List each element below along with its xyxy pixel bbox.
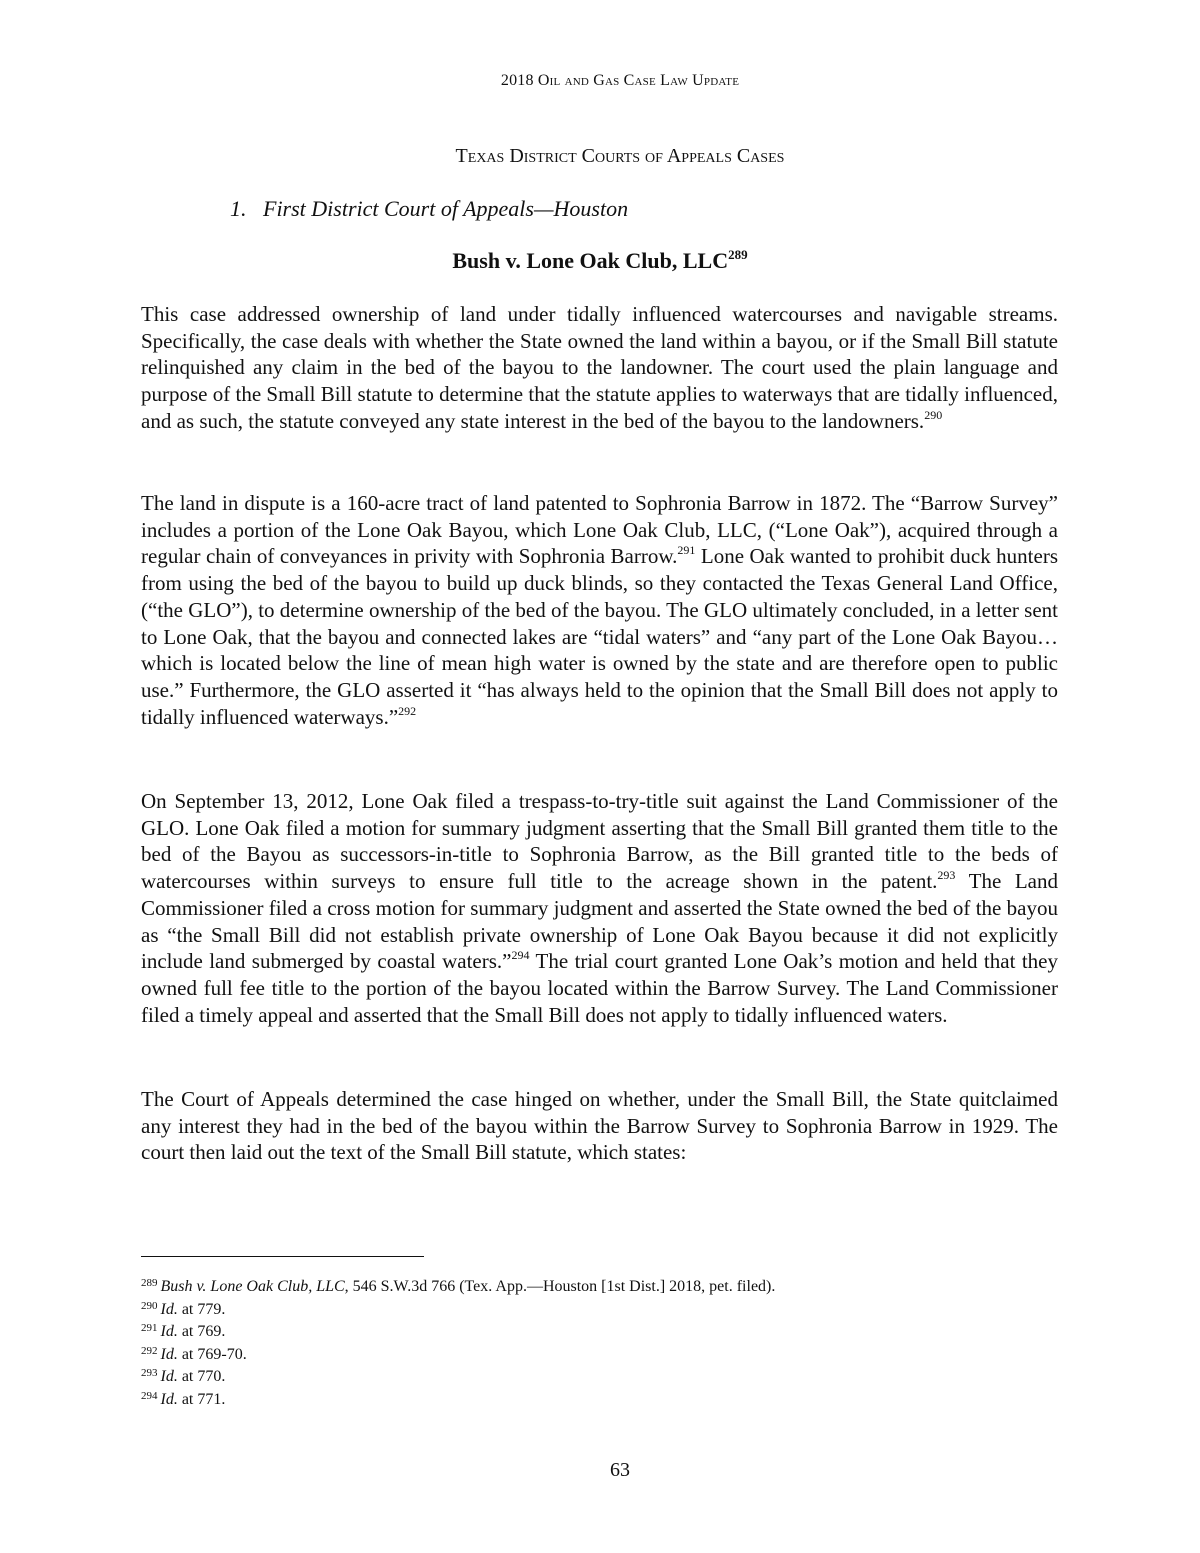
footnote-text: at 769. [177, 1323, 226, 1340]
footnote-text: at 771. [177, 1390, 226, 1408]
case-title-text: Bush v. Lone Oak Club, LLC [452, 248, 729, 273]
footnote-citation: Id. [160, 1345, 178, 1363]
footnote-ref-293: 293 [937, 868, 956, 883]
footnote-291 [141, 1321, 1058, 1344]
footnote-ref-291: 291 [677, 543, 696, 558]
footnote-number: 289 [141, 1277, 158, 1289]
footnote-text: at 770. [177, 1368, 226, 1385]
footnote-ref-292: 292 [398, 703, 417, 718]
footnote-citation: Id. [160, 1368, 178, 1385]
footnote-number: 293 [141, 1367, 158, 1379]
case-title [0, 248, 1200, 274]
footnote-list [141, 1276, 1058, 1411]
footnote-divider [141, 1256, 424, 1257]
section-heading: Texas District Courts of Appeals Cases [455, 145, 785, 167]
paragraph-text: The land in dispute is a 160-acre tract of land patented to Sophronia Barrow in 1872. The “Barrow Survey” includes a portion of the Lone Oak Bayou, which Lone Oak Club, LLC, (“Lone Oak”), acquired through a regular chain of conveyances in privity with Sophronia Barrow. [141, 491, 1058, 569]
paragraph-text: The Court of Appeals determined the case hinged on whether, under the Small Bill, the State quitclaimed any interest they had in the bed of the bayou within the Barrow Survey to Sophronia Barrow in 1929. The court then laid out the text of the Small Bill statute, which states: [141, 1087, 1058, 1165]
footnote-ref-290: 290 [924, 407, 943, 422]
footnote-290 [141, 1299, 1058, 1322]
footnote-number: 292 [141, 1344, 158, 1357]
footnote-293 [141, 1366, 1058, 1389]
footnote-text: at 769-70. [177, 1345, 247, 1363]
paragraph-text: This case addressed ownership of land under tidally influenced watercourses and navigable streams. Specifically, the case deals with whether the State owned the land within a bayou, or if the Small Bill statute relinquished any claim in the bed of the bayou to the landowner. The court used the plain language and purpose of the Small Bill statute to determine that the statute applies to waterways that are tidally influenced, and as such, the statute conveyed any state interest in the bed of the bayou to the landowners. [141, 302, 1058, 433]
paragraph-facts [141, 490, 1058, 730]
paragraph-text: On September 13, 2012, Lone Oak filed a trespass-to-try-title suit against the Land Commissioner of the GLO. Lone Oak filed a motion for summary judgment asserting that the Small Bill granted them title to the bed of the Bayou as successors-in-title to Sophronia Barrow, as the Bill granted title to the beds of watercourses within surveys to ensure full title to the acreage shown in the patent. [141, 789, 1058, 894]
footnote-294 [141, 1389, 1058, 1412]
footnote-289 [141, 1276, 1058, 1299]
paragraph-holding [141, 1086, 1058, 1166]
paragraph-text: The Land Commissioner filed a cross motion for summary judgment and asserted the State owned the bed of the bayou as “the Small Bill did not establish private ownership of Lone Oak Bayou because it did not explicitly include land submerged by coastal waters.” [141, 869, 1058, 974]
footnote-citation: Id. [160, 1300, 178, 1318]
page-number: 63 [610, 1459, 630, 1481]
footnote-citation: Bush v. Lone Oak Club, LLC [160, 1278, 345, 1295]
running-header: 2018 Oil and Gas Case Law Update [500, 72, 740, 89]
footnote-number: 294 [141, 1389, 158, 1402]
paragraph-text: Lone Oak wanted to prohibit duck hunters from using the bed of the bayou to build up duck blinds, so they contacted the Texas General Land Office, (“the GLO”), to determine ownership of the bed of the bayou. The GLO ultimately concluded, in a letter sent to Lone Oak, that the bayou and connected lakes are “tidal waters” and “any part of the Lone Oak Bayou… which is located below the line of mean high water is owned by the state and are therefore open to public use.” Furthermore, the GLO asserted it “has always held to the opinion that the Small Bill does not apply to tidally influenced waterways.” [141, 544, 1059, 729]
paragraph-text: The trial court granted Lone Oak’s motion and held that they owned full fee title to the portion of the bayou located within the Barrow Survey. The Land Commissioner filed a timely appeal and asserted that the Small Bill does not apply to tidally influenced waters. [141, 949, 1058, 1027]
subsection-heading: 1. First District Court of Appeals—Houston [230, 196, 629, 221]
footnote-text: at 779. [177, 1300, 226, 1318]
footnote-ref-289: 289 [728, 247, 748, 262]
paragraph-intro [141, 301, 1058, 435]
footnote-ref-294: 294 [511, 948, 530, 963]
footnote-number: 291 [141, 1322, 158, 1334]
footnote-citation: Id. [160, 1390, 178, 1408]
paragraph-procedure [141, 788, 1058, 1028]
footnote-citation: Id. [160, 1323, 178, 1340]
footnote-text: , 546 S.W.3d 766 (Tex. App.—Houston [1st Dist.] 2018, pet. filed). [344, 1278, 776, 1295]
footnote-292 [141, 1344, 1058, 1367]
footnote-number: 290 [141, 1299, 158, 1312]
